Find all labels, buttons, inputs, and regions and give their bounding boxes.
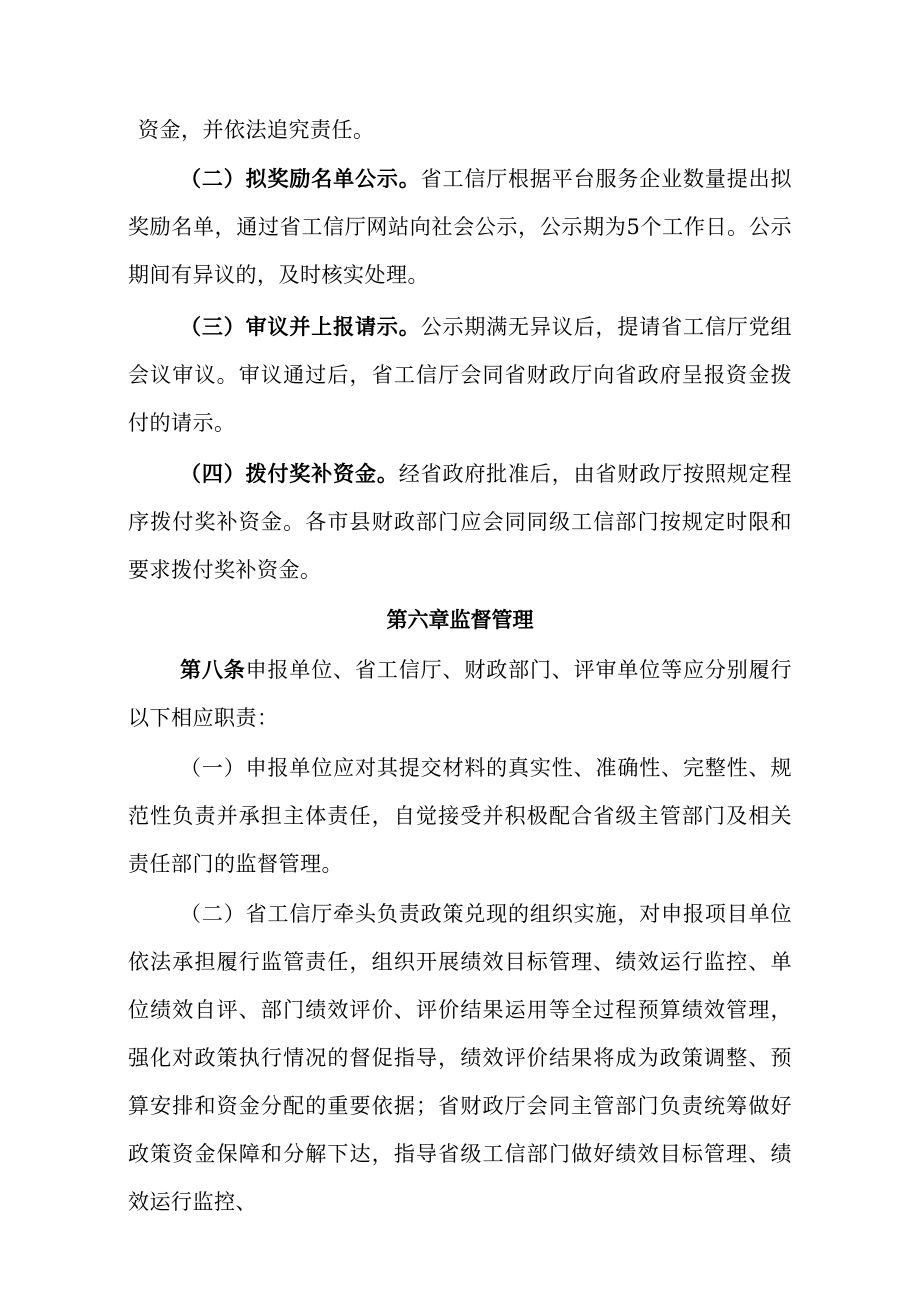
paragraph-award-list-publicity xyxy=(128,155,792,299)
paragraph-continuation xyxy=(138,106,802,154)
paragraph-text: （二）省工信厅牵头负责政策兑现的组织实施，对申报项目单位依法承担履行监管责任，组织开展绩效目标管理、绩效运行监控、单位绩效自评、部门绩效评价、评价结果运用等全过程预算绩效管理，强化对政策执行情况的督促指导，绩效评价结果将成为政策调整、预算安排和资金分配的重要依据；省财政厅会同主管部门负责统筹做好政策资金保障和分解下达，指导省级工信部门做好绩效目标管理、绩效运行监控、 xyxy=(128,902,792,1214)
paragraph-text: 经省政府批准后，由省财政厅按照规定程序拨付奖补资金。各市县财政部门应会同同级工信部门按规定时限和要求拨付奖补资金。 xyxy=(128,462,792,582)
paragraph-text: 公示期满无异议后，提请省工信厅党组会议审议。审议通过后，省工信厅会同省财政厅向省政府呈报资金拨付的请示。 xyxy=(128,315,793,435)
paragraph-text: 资金，并依法追究责任。 xyxy=(138,118,375,142)
paragraph-heading: （三）审议并上报请示。 xyxy=(180,314,421,339)
paragraph-heading: （二）拟奖励名单公示。 xyxy=(180,166,421,191)
paragraph-item-1 xyxy=(128,744,792,888)
paragraph-fund-disbursement xyxy=(128,450,792,594)
paragraph-text: 申报单位、省工信厅、财政部门、评审单位等应分别履行以下相应职责： xyxy=(128,658,793,730)
chapter-title: 第六章监督管理 xyxy=(386,607,534,632)
paragraph-article-8 xyxy=(128,646,792,742)
paragraph-text: （一）申报单位应对其提交材料的真实性、准确性、完整性、规范性负责并承担主体责任，自觉接受并积极配合省级主管部门及相关责任部门的监督管理。 xyxy=(128,756,792,876)
paragraph-text: 省工信厅根据平台服务企业数量提出拟奖励名单，通过省工信厅网站向社会公示，公示期为5个工作日。公示期间有异议的，及时核实处理。 xyxy=(128,167,793,287)
paragraph-heading: （四）拨付奖补资金。 xyxy=(180,461,399,486)
article-label: 第八条 xyxy=(180,657,246,682)
paragraph-item-2 xyxy=(128,890,792,1226)
paragraph-review-and-report xyxy=(128,303,792,447)
